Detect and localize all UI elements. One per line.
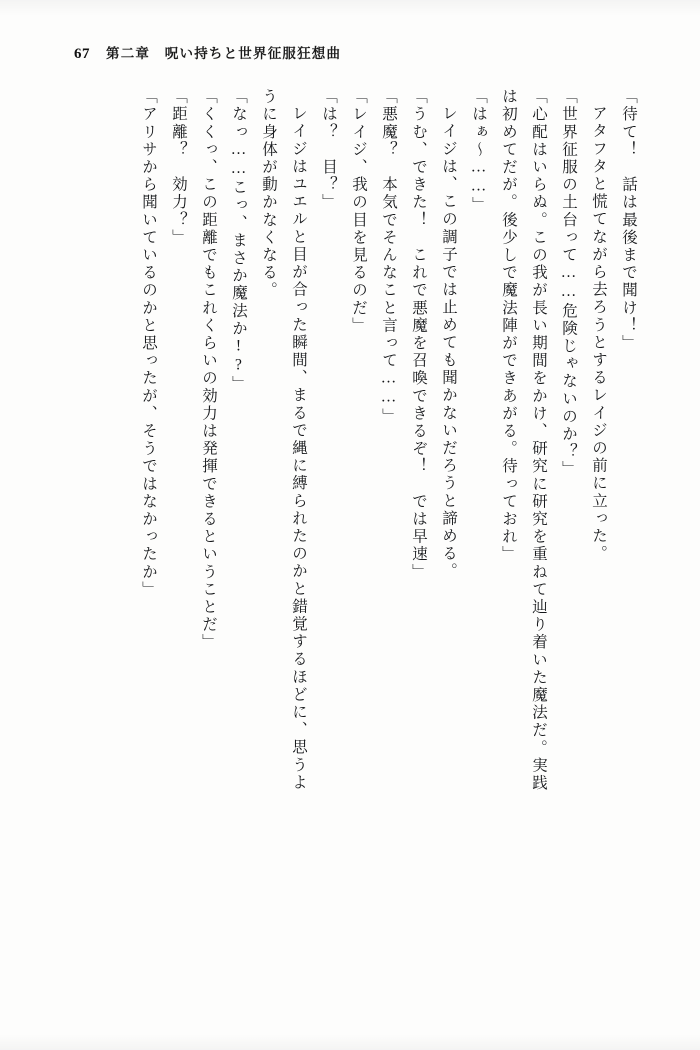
text-line: レイジは、この調子では止めても聞かないだろうと諦める。 (440, 105, 457, 581)
text-line: 「距離？ 効力？」 (170, 88, 187, 247)
chapter-title: 第二章 呪い持ちと世界征服狂想曲 (106, 46, 342, 61)
text-line: アタフタと慌てながら去ろうとするレイジの前に立った。 (590, 105, 607, 563)
page-header (74, 42, 341, 63)
text-line: 「なっ……こっ、まさか魔法か!?」 (230, 88, 247, 394)
text-line: 「レイジ、我の目を見るのだ」 (350, 88, 367, 335)
scan-edge-bottom (0, 1034, 700, 1050)
text-line: 「くくっ、この距離でもこれくらいの効力は発揮できるということだ」 (200, 88, 217, 652)
vertical-text-body (70, 88, 636, 990)
text-line: レイジはユエルと目が合った瞬間、まるで縄に縛られたのかと錯覚するほどに、思うよ (290, 105, 307, 792)
text-line: 「うむ、できた！ これで悪魔を召喚できるぞ！ では早速」 (410, 88, 427, 581)
text-line: 「世界征服の土台って……危険じゃないのか？」 (560, 88, 577, 479)
text-line: 「待て！ 話は最後まで聞け！」 (620, 88, 637, 352)
text-line: うに身体が動かなくなる。 (260, 88, 277, 300)
page-number: 67 (74, 46, 90, 62)
text-line: 「はぁ～……」 (470, 88, 487, 215)
scan-edge-top (0, 0, 700, 16)
text-line: 「は？ 目？」 (320, 88, 337, 212)
text-line: は初めてだが。後少しで魔法陣ができあがる。待っておれ」 (500, 88, 517, 564)
text-line: 「アリサから聞いているのかと思ったが、そうではなかったか」 (140, 88, 157, 599)
text-line: 「悪魔？ 本気でそんなこと言って……」 (380, 88, 397, 426)
text-line: 「心配はいらぬ。この我が長い期間をかけ、研究に研究を重ねて辿り着いた魔法だ。実践 (530, 88, 547, 792)
